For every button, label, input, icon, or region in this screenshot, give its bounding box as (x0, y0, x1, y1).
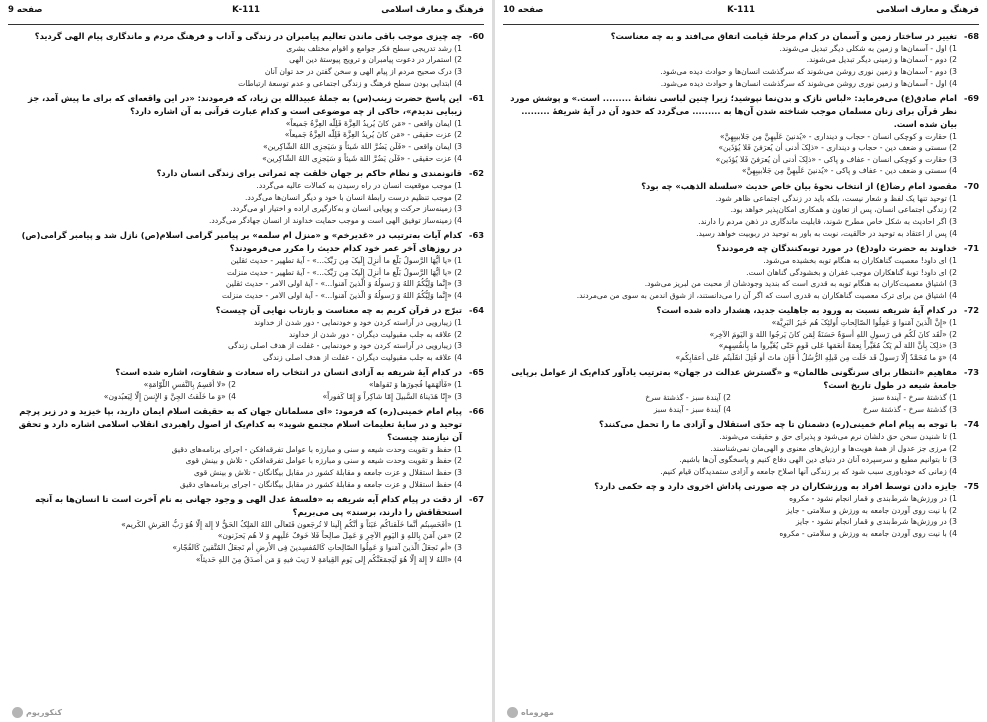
question-stem (10, 405, 484, 443)
options-list (10, 118, 484, 164)
option-1: 1) در ورزش‌ها شرط‌بندی و قمار انجام نشود - مکروه (789, 494, 957, 504)
option-4: 4) سستی و ضعف دین - عفاف و پاکی - «یُدنینَ عَلَیهِنَّ مِن جَلابیبِهِنَّ» (741, 166, 957, 176)
option-4: 4) عزت حقیقی - «فَلَن یَضُرَّ اللهَ شَیئاً وَ سَیَجزِی اللهُ الشّاکِرین» (262, 153, 462, 163)
question-number: 75- (964, 481, 979, 492)
option-2: 2) «مَن آمَنَ بِاللهِ وَ الیَومِ الآخِرِ وَ عَمِلَ صالِحاً فَلا خَوفٌ عَلَیهِم وَ لا هُم یَحزَنون» (217, 531, 462, 541)
option-2: 2) سستی و ضعف دین - حجاب و دینداری - «ذلِکَ أَدنی أَن یُعرَفنَ فَلا یُؤذَین» (718, 143, 957, 153)
option-1: 1) «فَأَلهَمَها فُجورَها وَ تَقواها» (368, 380, 462, 390)
question-number: 66- (469, 406, 484, 417)
option-1: 1) ای داود! معصیت گناهکاران به هنگام توبه بخشیده می‌شود. (763, 255, 957, 265)
question-number: 70- (964, 180, 979, 191)
option-4: 4) اول - آسمان‌ها و زمین نوری روشن می‌شوند که سرگذشت انسان‌ها و حوادث دیده می‌شود. (660, 78, 957, 88)
option-3: 3) زمینه‌ساز حرکت و پویایی انسان و به‌کارگیری اراده و اختیار او می‌گردد. (230, 204, 462, 214)
question-item (505, 30, 979, 89)
option-2: 2) مرزی جز عدول از همهٔ هویت‌ها و ارزش‌های معنوی و الهی‌مان نمی‌شناسند. (710, 443, 957, 453)
question-text: جایزه دادن توسط افراد به ورزشکاران در چه صورتی پاداش اخروی دارد و چه حکمی دارد؟ (594, 481, 957, 492)
question-item (10, 30, 484, 89)
question-text: در کدام آیهٔ شریفه به آزادی انسان در انتخاب راه سعادت و شقاوت، اشاره شده است؟ (115, 367, 462, 378)
option-3: 3) دوم - آسمان‌ها و زمین نوری روشن می‌شوند که سرگذشت انسان‌ها و حوادث دیده می‌شود. (660, 66, 957, 76)
option-2: 2) حفظ و تقویت وحدت شیعه و سنی و مبارزه با عوامل تفرقه‌افکن - تلاش و بینش قوی (185, 456, 462, 466)
questions-list (505, 30, 979, 543)
option-4: 4) با نیت روی آوردن جامعه به ورزش و سلامتی - مکروه (779, 528, 957, 538)
option-4: 4) اشتیاق من برای ترک معصیت گناهکاران به قدری است که اگر آن را می‌دانستند، از شوق اندمن به سوی من می‌مردند. (576, 290, 957, 300)
question-item (505, 92, 979, 177)
page-number: صفحه 10 (503, 5, 544, 15)
option-2: 2) «لا أُقسِمُ بِالنَّفسِ اللَّوّامَةِ» (143, 380, 236, 390)
options-list (505, 392, 979, 415)
question-number: 72- (964, 305, 979, 316)
page-10 (495, 0, 987, 722)
question-stem (505, 30, 979, 43)
question-item (505, 304, 979, 363)
option-2: 2) آیندهٔ سبز - گذشتهٔ سرخ (645, 393, 731, 403)
question-stem (10, 229, 484, 255)
option-1: 1) ایمان واقعی - «مَن کانَ یُریدُ العِزَّةَ فَلِلّه العِزَّةُ جَمیعاً» (285, 118, 462, 128)
question-item (10, 304, 484, 363)
option-4: 4) زمانی که خودباوری سبب شود که بر زندگی آنها اصلاح جامعه و آزادی ستمدیدگان قیام کنیم. (660, 466, 957, 476)
option-1: 1) زیبارویی در آراسته کردن خود و خودنمایی - دور شدن از خداوند (254, 318, 462, 328)
question-item (10, 92, 484, 164)
question-stem (10, 493, 484, 519)
question-number: 69- (964, 93, 979, 104)
options-list (10, 180, 484, 226)
question-item (505, 242, 979, 301)
page-header (8, 5, 484, 21)
question-item (505, 180, 979, 239)
footer-logo-text: کنکوریوم (26, 708, 63, 717)
question-text: خداوند به حضرت داود(ع) در مورد توبه‌کنندگان چه فرمودند؟ (716, 243, 957, 254)
question-number: 71- (964, 243, 979, 254)
option-3: 3) «ذلِکَ بِأَنَّ اللهَ لَم یَکُ مُغَیِّراً نِعمَةً أَنعَمَها عَلی قَومٍ حَتّی یُغَیِّروا ما بِأَنفُسِهِم» (718, 341, 957, 351)
question-stem (10, 167, 484, 180)
question-text: با توجه به پیام امام خمینی(ره) دشمنان تا چه حدّی استقلال و آزادی ما را تحمل می‌کنند؟ (599, 419, 957, 430)
question-item (10, 229, 484, 301)
option-1: 1) حفظ و تقویت وحدت شیعه و سنی و مبارزه با عوامل تفرقه‌افکن - اجرای برنامه‌های دقیق (171, 444, 462, 454)
question-text: تبرّج در قرآن کریم به چه معناست و بازتاب نهایی آن چیست؟ (215, 305, 462, 316)
option-2: 2) دوم - آسمان‌ها و زمینی دیگر تبدیل می‌شوند. (806, 55, 957, 65)
page-header (503, 5, 979, 21)
question-stem (505, 366, 979, 392)
option-2: 2) «یا أَیُّهَا الرَّسولُ بَلِّغ ما أُنزِلَ إِلَیکَ مِن رَبِّکَ...» - آیهٔ تطهیر - حدیث منزلت (226, 267, 462, 277)
options-list (10, 379, 484, 402)
option-3: 3) ایمان واقعی - «فَلَن یَضُرَّ اللهَ شَیئاً وَ سَیَجزِی اللهُ الشّاکِرین» (263, 141, 462, 151)
option-4: 4) زمینه‌ساز توفیق الهی است و موجب حمایت خداوند از انسان جهادگر می‌گردد. (208, 215, 462, 225)
question-item (505, 418, 979, 477)
question-text: تغییر در ساختار زمین و آسمان در کدام مرحلهٔ قیامت اتفاق می‌افتد و به چه معناست؟ (610, 31, 957, 41)
option-1: 1) توحید تنها یک لفظ و شعار نیست، بلکه باید در زندگی اجتماعی ظاهر شود. (715, 193, 957, 203)
booklet-code: 111-K (232, 5, 260, 15)
question-text: در کدام آیهٔ شریفه نسبت به ورود به جاهلیت جدید، هشدار داده شده است؟ (656, 305, 957, 316)
option-1: 1) اول - آسمان‌ها و زمین به شکلی دیگر تبدیل می‌شوند. (779, 43, 957, 53)
options-list (505, 43, 979, 89)
question-item (505, 480, 979, 539)
question-number: 65- (469, 367, 484, 378)
option-3: 3) حقارت و کوچکی انسان - عفاف و پاکی - «ذلِکَ أَدنی أَن یُعرَفنَ فَلا یُؤذَین» (715, 154, 957, 164)
option-2: 2) موجب تنظیم درست رابطهٔ انسان با خود و دیگر انسان‌ها می‌گردد. (245, 192, 462, 202)
footer-watermark (12, 707, 62, 718)
question-number: 74- (964, 419, 979, 430)
footer-watermark (507, 707, 554, 718)
option-3: 3) اشتیاق معصیت‌کاران به هنگام توبه به قدری است که بندید وجودشان از محبت من لبریز می‌شود. (644, 279, 957, 289)
option-3: 3) «إِنّا هَدَیناهُ السَّبیلَ إِمّا شاکِراً وَ إِمّا کَفوراً» (322, 391, 462, 401)
option-1: 1) رشد تدریجی سطح فکر جوامع و اقوام مختلف بشری (286, 43, 462, 53)
header-divider (503, 24, 979, 25)
question-stem (505, 180, 979, 193)
question-number: 62- (469, 168, 484, 179)
option-2: 2) علاقه به جلب مقبولیت دیگران - دور شدن از خداوند (288, 329, 462, 339)
question-number: 73- (964, 367, 979, 378)
question-item (10, 167, 484, 226)
option-2: 2) «لَقَد کانَ لَکُم فی رَسولِ اللهِ أُسوَةٌ حَسَنَةٌ لِمَن کانَ یَرجُوا اللهَ وَ الیَومَ الآخِر» (709, 329, 957, 339)
option-1: 1) «یا أَیُّهَا الرَّسولُ بَلِّغ ما أُنزِلَ إِلَیکَ مِن رَبِّکَ...» - آیهٔ تطهیر - حدیث ثقلین (230, 255, 462, 265)
option-4: 4) «اللهُ لا إِلهَ إِلّا هُوَ لَیَجمَعَنَّکُم إِلی یَومِ القِیامَةِ لا رَیبَ فیهِ وَ مَن أَصدَقُ مِنَ اللهِ حَدیثاً» (195, 554, 462, 564)
option-3: 3) زیبارویی در آراسته کردن خود و خودنمایی - غفلت از هدف اصلی زندگی (228, 341, 462, 351)
option-4: 4) «إِنَّما وَلِیُّکُمُ اللهُ وَ رَسولُهُ وَ الَّذینَ آمَنوا...» - آیهٔ اولی الامر - حدیث منزلت (222, 290, 462, 300)
question-stem (505, 304, 979, 317)
questions-list (10, 30, 484, 568)
question-number: 67- (469, 494, 484, 505)
question-text: کدام آیات به‌ترتیب در «غدیرخم» و «منزل ام سلمه» بر پیامبر گرامی اسلام(ص) نازل شد و پیامبر گرامی(ص) در روزهای آخر عمر خود کدام حدیث را مکرر می‌فرمودند؟ (21, 230, 462, 254)
options-list (505, 493, 979, 539)
page-9 (0, 0, 492, 722)
question-number: 68- (964, 31, 979, 41)
question-number: 63- (469, 230, 484, 241)
question-item (10, 366, 484, 402)
question-text: این پاسخ حضرت زینب(س) به جملهٔ عبیدالله بن زیاد، که فرمودند: «در این واقعه‌ای که برای ما پیش آمد، جز زیبایی ندیدم»، حاکی از چه موضوعی است و کدام عبارت قرآنی به آن اشاره دارد؟ (28, 93, 462, 116)
question-number: 64- (469, 305, 484, 316)
question-text: قانونمندی و نظام حاکم بر جهان خلقت چه ثمراتی برای زندگی انسان دارد؟ (156, 168, 462, 179)
option-4: 4) علاقه به جلب مقبولیت دیگران - غفلت از هدف اصلی زندگی (263, 352, 462, 362)
option-4: 4) آیندهٔ سبز - آیندهٔ سبز (653, 404, 731, 414)
option-3: 3) در ورزش‌ها شرط‌بندی و قمار انجام نشود - جایز (795, 517, 957, 527)
option-4: 4) حفظ استقلال و عزت جامعه و مقابلهٔ کشور در مقابل بیگانگان - اجرای برنامه‌های دقیق (179, 479, 462, 489)
question-stem (10, 366, 484, 379)
options-list (10, 519, 484, 565)
question-number: 60- (469, 31, 484, 41)
option-2: 2) استمرار در دعوت پیامبران و ترویج پیوستهٔ دین الهی (289, 55, 462, 65)
question-text: از دقت در پیام کدام آیه شریفه به «فلسفهٔ عدل الهی و وجود جهانی به نام آخرت است تا انسان‌ها به آنچه استحقاقش را دارند، برسند» پی می‌بریم؟ (35, 494, 462, 517)
page-number: صفحه 9 (8, 5, 43, 15)
booklet-code: 111-K (727, 5, 755, 15)
question-text: پیام امام خمینی(ره) که فرمود: «ای مسلمانان جهان که به حقیقت اسلام ایمان دارید، بپا خیزید و در زیر پرچم توحید و در سایهٔ تعلیمات اسلام مجتمع شوید» به کدام‌یک از اصول راهبردی انقلاب اسلامی اشاره دارد و تحقق آن نیازمند چیست؟ (18, 406, 462, 443)
options-list (505, 193, 979, 239)
options-list (10, 317, 484, 363)
option-3: 3) «إِنَّما وَلِیُّکُمُ اللهُ وَ رَسولُهُ وَ الَّذینَ آمَنوا...» - آیهٔ اولی الامر - حدیث ثقلین (225, 279, 462, 289)
option-1: 1) تا شنیدن سخن حق دلشان نرم می‌شود و پذیرای حق و حقیقت می‌شوند. (719, 432, 957, 442)
option-4: 4) «وَ ما مُحَمَّدٌ إِلّا رَسولٌ قَد خَلَت مِن قَبلِهِ الرُّسُلُ أَ فَإِن ماتَ أَو قُتِلَ انقَلَبتُم عَلی أَعقابِکُم» (675, 352, 957, 362)
logo-icon (507, 707, 518, 718)
option-1: 1) «أَفَحَسِبتُم أَنَّما خَلَقناکُم عَبَثاً وَ أَنَّکُم إِلَینا لا تُرجَعون فَتَعالَی اللهُ المَلِکُ الحَقُّ لا إِلهَ إِلّا هُوَ رَبُّ العَرشِ الکَریم» (121, 519, 462, 529)
question-item (10, 405, 484, 490)
option-4: 4) ابتدایی بودن سطح فرهنگ و زندگی اجتماعی و عدم توسعهٔ ارتباطات (238, 78, 462, 88)
question-stem (505, 92, 979, 130)
option-1: 1) گذشتهٔ سرخ - آیندهٔ سبز (871, 393, 957, 403)
option-3: 3) «أَم نَجعَلُ الَّذینَ آمَنوا وَ عَمِلُوا الصّالِحاتِ کَالمُفسِدینَ فِی الأَرضِ أَم نَجعَلُ المُتَّقینَ کَالفُجّار» (172, 542, 462, 552)
subject-title: فرهنگ و معارف اسلامی (381, 5, 484, 15)
question-number: 61- (469, 93, 484, 104)
question-stem (505, 480, 979, 493)
logo-icon (12, 707, 23, 718)
question-item (10, 493, 484, 565)
option-1: 1) «إِنَّ الَّذینَ آمَنوا وَ عَمِلُوا الصّالِحاتِ اُولئِکَ هُم خَیرُ البَرِیَّة» (771, 318, 957, 328)
question-stem (505, 418, 979, 431)
option-2: 2) با نیت روی آوردن جامعه به ورزش و سلامتی - جایز (786, 505, 957, 515)
question-stem (10, 92, 484, 118)
option-4: 4) «وَ ما خَلَقتُ الجِنَّ وَ الإِنسَ إِلّا لِیَعبُدون» (103, 391, 236, 401)
options-list (10, 444, 484, 490)
option-3: 3) تا بتوانیم مطیع و سرسپرده آنان در دنیای دین الهی دفاع کنیم و پاسخگوی آن‌ها باشیم. (679, 455, 957, 465)
option-2: 2) ای داود! توبهٔ گناهکاران موجب غفران و بخشودگی گناهان است. (746, 267, 957, 277)
question-stem (10, 304, 484, 317)
options-list (505, 131, 979, 177)
option-1: 1) موجب موقعیت انسان در راه رسیدن به کمالات عالیه می‌گردد. (256, 180, 462, 190)
question-text: امام صادق(ع) می‌فرماید: «لباس نازک و بدن‌نما نپوشید؛ زیرا چنین لباسی نشانهٔ ......... است.» و پوشش مورد نظر قرآن برای زنان مسلمان موجب شناخته شدن آن‌ها به ......... می‌گردد که حدود آن در آیهٔ شریفهٔ ......... بیان شده است. (510, 93, 957, 129)
options-list (505, 255, 979, 301)
subject-title: فرهنگ و معارف اسلامی (876, 5, 979, 15)
option-3: 3) گذشتهٔ سرخ - گذشتهٔ سرخ (862, 404, 957, 414)
question-text: مفاهیم «انتظار برای سرنگونی ظالمان» و «گسترش عدالت در جهان» به‌ترتیب یادآور کدام‌یک از عوامل برپایی جامعهٔ شیعه در طول تاریخ است؟ (511, 367, 957, 391)
question-text: چه چیزی موجب باقی ماندن تعالیم پیامبران در زندگی و آداب و فرهنگ مردم و ماندگاری پیام الهی گردید؟ (34, 31, 462, 41)
footer-logo-text: مهروماه (521, 708, 554, 717)
options-list (505, 317, 979, 363)
question-text: مقصود امام رضا(ع) از انتخاب نحوهٔ بیان خاص حدیث «سلسلة الذهب» چه بود؟ (641, 180, 957, 191)
option-2: 2) زندگی اجتماعی انسان، پس از تعاون و همکاری امکان‌پذیر خواهد بود. (730, 205, 957, 215)
option-2: 2) عزت حقیقی - «مَن کانَ یُریدُ العِزَّةَ فَلِلّه العِزَّةُ جَمیعاً» (284, 130, 462, 140)
option-3: 3) درک صحیح مردم از پیام الهی و سخن گفتن در حد توان آنان (264, 66, 462, 76)
header-divider (8, 24, 484, 25)
options-list (10, 255, 484, 301)
options-list (505, 431, 979, 477)
options-list (10, 43, 484, 89)
question-item (505, 366, 979, 415)
option-3: 3) اگر احادیث به شکل خاص مطرح شوند، قابلیت ماندگاری در ذهن مردم را دارند. (698, 216, 957, 226)
option-3: 3) حفظ استقلال و عزت جامعه و مقابلهٔ کشور در مقابل بیگانگان - تلاش و بینش قوی (193, 468, 462, 478)
question-stem (10, 30, 484, 43)
option-1: 1) حقارت و کوچکی انسان - حجاب و دینداری - «یُدنینَ عَلَیهِنَّ مِن جَلابیبِهِنَّ» (719, 131, 957, 141)
option-4: 4) پس از اعتقاد به توحید در خالقیت، نوبت به باور به توحید در ربوبیت خواهد رسید. (696, 228, 957, 238)
question-stem (505, 242, 979, 255)
